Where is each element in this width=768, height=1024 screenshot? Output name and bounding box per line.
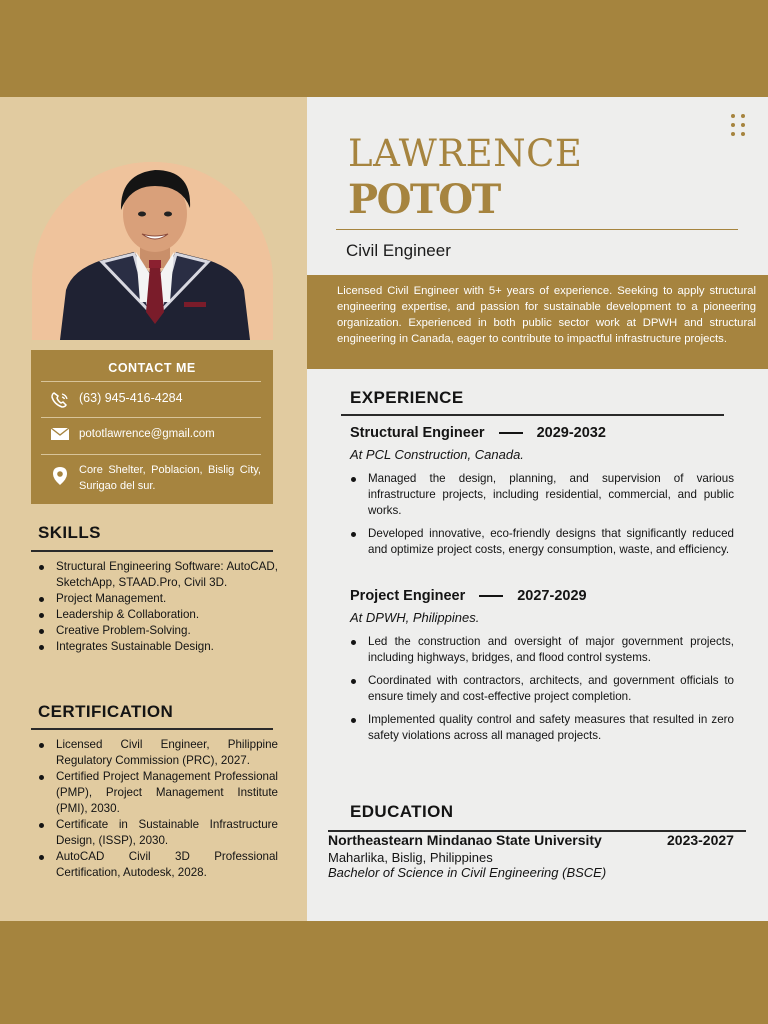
- list-item: Integrates Sustainable Design.: [38, 639, 278, 655]
- list-item: Certificate in Sustainable Infrastructure Design, (ISSP), 2030.: [38, 817, 278, 849]
- list-item: Creative Problem-Solving.: [38, 623, 278, 639]
- top-band: [0, 0, 768, 97]
- last-name: POTOT: [348, 176, 500, 223]
- job-company: At PCL Construction, Canada.: [350, 447, 524, 462]
- education-title: EDUCATION: [350, 802, 454, 821]
- job-heading: [350, 425, 606, 441]
- list-item: Leadership & Collaboration.: [38, 607, 278, 623]
- list-item: Structural Engineering Software: AutoCAD, SketchApp, STAAD.Pro, Civil 3D.: [38, 559, 278, 591]
- list-item: Led the construction and oversight of major government projects, including highways, bridges, and flood control systems.: [350, 634, 734, 666]
- list-item: Managed the design, planning, and supervision of various infrastructure projects, including residential, commercial, and public works.: [350, 471, 734, 519]
- person-portrait-icon: [32, 162, 273, 340]
- profile-photo: [32, 162, 273, 340]
- job-years: 2029-2032: [536, 425, 606, 441]
- decorative-dots-icon: [729, 114, 749, 140]
- job-title: Civil Engineer: [346, 241, 451, 260]
- skills-list: [38, 559, 278, 655]
- list-item: Implemented quality control and safety measures that resulted in zero safety violations across all managed projects.: [350, 712, 734, 744]
- bottom-band: [0, 921, 768, 1024]
- contact-phone[interactable]: (63) 945-416-4284: [79, 391, 183, 405]
- certification-title: CERTIFICATION: [38, 702, 174, 721]
- contact-box: [31, 350, 273, 504]
- education-years: 2023-2027: [667, 832, 734, 848]
- list-item: Coordinated with contractors, architects, and government officials to ensure timely and cost-effective project completion.: [350, 673, 734, 705]
- job-heading: [350, 588, 587, 604]
- location-pin-icon: [49, 462, 71, 486]
- certification-divider: [31, 728, 273, 730]
- list-item: Project Management.: [38, 591, 278, 607]
- summary-text: Licensed Civil Engineer with 5+ years of experience. Seeking to apply structural engineering expertise, and passion for sustainable development to a pioneering organization. Experienced in both public sector work at DPWH and structural engineering in Canada, eager to contribute to impactful infrastructure projects.: [337, 285, 756, 345]
- contact-divider: [41, 381, 261, 382]
- contact-address-row: [49, 462, 265, 494]
- list-item: AutoCAD Civil 3D Professional Certification, Autodesk, 2028.: [38, 849, 278, 881]
- skills-title: SKILLS: [38, 523, 101, 542]
- list-item: Certified Project Management Professional (PMP), Project Management Institute (PMI), 2030.: [38, 769, 278, 817]
- certification-list: [38, 737, 278, 881]
- contact-divider: [41, 454, 261, 455]
- job-bullets: [350, 471, 734, 558]
- list-item: Developed innovative, eco-friendly designs that significantly reduced and optimize project costs, energy consumption, waste, and efficiency.: [350, 526, 734, 558]
- summary-box: [307, 275, 768, 369]
- skills-divider: [31, 550, 273, 552]
- list-item: Licensed Civil Engineer, Philippine Regulatory Commission (PRC), 2027.: [38, 737, 278, 769]
- contact-address: Core Shelter, Poblacion, Bislig City, Surigao del sur.: [79, 464, 261, 492]
- phone-icon: [49, 391, 71, 409]
- experience-divider: [341, 414, 724, 416]
- job-role: Project Engineer: [350, 588, 466, 604]
- job-years: 2027-2029: [517, 588, 587, 604]
- contact-phone-row: [49, 391, 265, 409]
- dash-divider: [479, 595, 503, 597]
- contact-email[interactable]: pototlawrence@gmail.com: [79, 428, 215, 440]
- email-icon: [49, 427, 71, 441]
- experience-title: EXPERIENCE: [350, 388, 464, 407]
- contact-title: CONTACT ME: [108, 361, 196, 375]
- job-company: At DPWH, Philippines.: [350, 610, 480, 625]
- job-bullets: [350, 634, 734, 744]
- job-role: Structural Engineer: [350, 425, 485, 441]
- contact-email-row: [49, 427, 265, 443]
- education-degree: Bachelor of Science in Civil Engineering (BSCE): [328, 865, 607, 880]
- name-divider: [336, 229, 738, 230]
- education-place: Maharlika, Bislig, Philippines: [328, 850, 493, 865]
- first-name: LAWRENCE: [348, 132, 583, 175]
- dash-divider: [499, 432, 523, 434]
- contact-divider: [41, 417, 261, 418]
- education-school: Northeastearn Mindanao State University: [328, 832, 602, 848]
